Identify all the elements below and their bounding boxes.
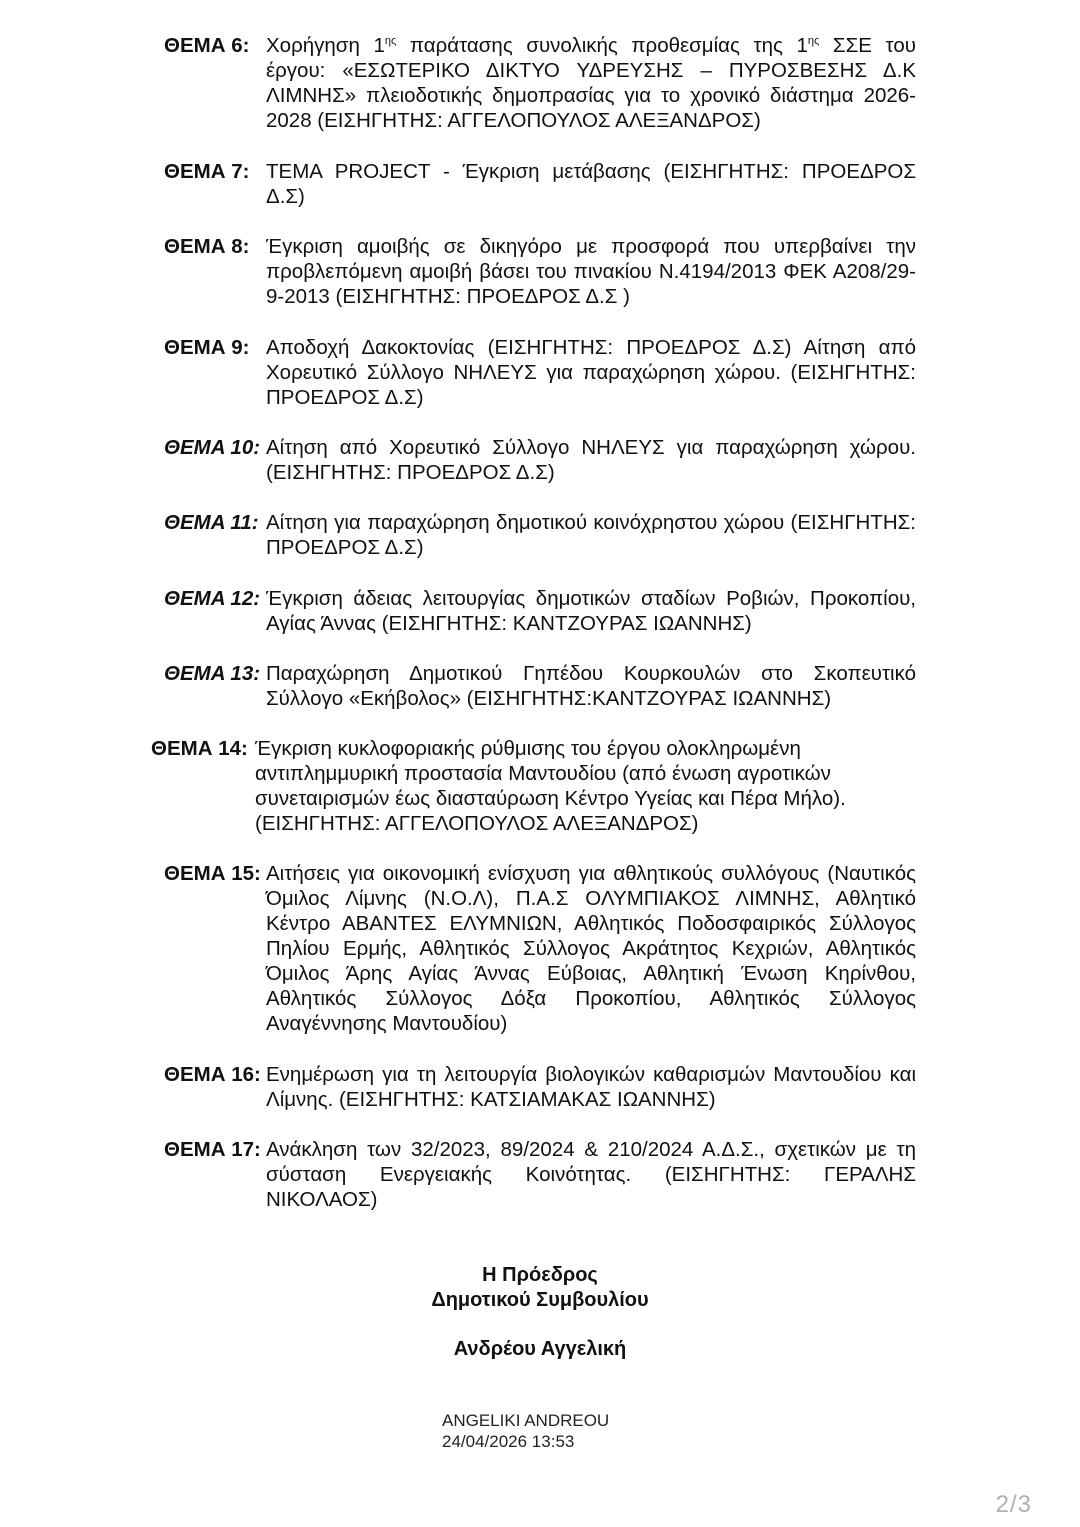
agenda-item-text: Αιτήσεις για οικονομική ενίσχυση για αθλητικούς συλλόγους (Ναυτικός Όμιλος Λίμνης (Ν.Ο.Λ), Π.Α.Σ ΟΛΥΜΠΙΑΚΟΣ ΛΙΜΝΗΣ, Αθλητικό Κέντρο ΑΒΑΝΤΕΣ ΕΛΥΜΝΙΩΝ, Αθλητικός Ποδοσφαιρικός Σύλλογος Πηλίου Ερμής, Αθλητικός Σύλλογος Ακράτητος Κεχριών, Αθλητικός Όμιλος Άρης Αγίας Άννας Εύβοιας, Αθλητική Ένωση Κηρίνθου, Αθλητικός Σύλλογος Δόξα Προκοπίου, Αθλητικός Σύλλογος Αναγέννησης Μαντουδίου) xyxy=(266,862,916,1035)
agenda-item-label: ΘΕΜΑ 10: xyxy=(164,436,261,459)
agenda-item-text: Ανάκληση των 32/2023, 89/2024 & 210/2024 Α.Δ.Σ., σχετικών με τη σύσταση Ενεργειακής Κοινότητας. (ΕΙΣΗΓΗΤΗΣ: ΓΕΡΑΛΗΣ ΝΙΚΟΛΑΟΣ) xyxy=(266,1138,916,1211)
signature-name: Ανδρέου Αγγελική xyxy=(453,1338,627,1360)
agenda-item-label: ΘΕΜΑ 17: xyxy=(164,1138,261,1161)
agenda-item-8 xyxy=(164,234,916,309)
agenda-item-11 xyxy=(164,510,916,560)
signature-title-line1: Η Πρόεδρος xyxy=(482,1264,598,1286)
agenda-item-17 xyxy=(164,1137,916,1212)
agenda-item-6 xyxy=(164,33,916,133)
agenda-item-label: ΘΕΜΑ 11: xyxy=(164,511,259,534)
agenda-item-label: ΘΕΜΑ 14: xyxy=(151,737,248,760)
agenda-item-text: Έγκριση κυκλοφοριακής ρύθμισης του έργου ολοκληρωμένη αντιπλημμυρική προστασία Μαντουδίου (από ένωση αγροτικών συνεταιρισμών έως διασταύρωση Κέντρο Υγείας και Πέρα Μήλο). (ΕΙΣΗΓΗΤΗΣ: ΑΓΓΕΛΟΠΟΥΛΟΣ ΑΛΕΞΑΝΔΡΟΣ) xyxy=(255,737,846,835)
agenda-item-label: ΘΕΜΑ 12: xyxy=(164,587,261,610)
agenda-item-label: ΘΕΜΑ 6: xyxy=(164,34,250,57)
agenda-item-label: ΘΕΜΑ 13: xyxy=(164,662,261,685)
agenda-item-text: Χορήγηση $1^{\eta\varsigma}$ παράτασης συνολικής προθεσμίας της $1^{\eta\varsigma}$ ΣΣΕ του έργου: «ΕΣΩΤΕΡΙΚΟ ΔΙΚΤΥΟ ΥΔΡΕΥΣΗΣ – ΠΥΡΟΣΒΕΣΗΣ Δ.Κ ΛΙΜΝΗΣ» πλειοδοτικής δημοπρασίας για το χρονικό διάστημα 2026-2028 (ΕΙΣΗΓΗΤΗΣ: ΑΓΓΕΛΟΠΟΥΛΟΣ ΑΛΕΞΑΝΔΡΟΣ) xyxy=(266,34,916,132)
agenda-item-text: Παραχώρηση Δημοτικού Γηπέδου Κουρκουλών στο Σκοπευτικό Σύλλογο «Εκήβολος» (ΕΙΣΗΓΗΤΗΣ:ΚΑΝΤΖΟΥΡΑΣ ΙΩΑΝΝΗΣ) xyxy=(266,662,916,710)
agenda-item-14 xyxy=(151,736,851,836)
agenda-item-text: Έγκριση αμοιβής σε δικηγόρο με προσφορά που υπερβαίνει την προβλεπόμενη αμοιβή βάσει του πινακίου Ν.4194/2013 ΦΕΚ Α208/29-9-2013 (ΕΙΣΗΓΗΤΗΣ: ΠΡΟΕΔΡΟΣ Δ.Σ ) xyxy=(266,235,916,308)
agenda-item-label: ΘΕΜΑ 9: xyxy=(164,336,250,359)
agenda-item-text: TEMA PROJECT - Έγκριση μετάβασης (ΕΙΣΗΓΗΤΗΣ: ΠΡΟΕΔΡΟΣ Δ.Σ) xyxy=(266,160,916,208)
agenda-item-label: ΘΕΜΑ 16: xyxy=(164,1063,261,1086)
agenda-item-text: Έγκριση άδειας λειτουργίας δημοτικών σταδίων Ροβιών, Προκοπίου, Αγίας Άννας (ΕΙΣΗΓΗΤΗΣ: ΚΑΝΤΖΟΥΡΑΣ ΙΩΑΝΝΗΣ) xyxy=(266,587,916,635)
agenda-item-text: Αίτηση για παραχώρηση δημοτικού κοινόχρηστου χώρου (ΕΙΣΗΓΗΤΗΣ: ΠΡΟΕΔΡΟΣ Δ.Σ) xyxy=(266,511,916,559)
agenda-item-text: Ενημέρωση για τη λειτουργία βιολογικών καθαρισμών Μαντουδίου και Λίμνης. (ΕΙΣΗΓΗΤΗΣ: ΚΑΤΣΙΑΜΑΚΑΣ ΙΩΑΝΝΗΣ) xyxy=(266,1063,916,1111)
agenda-item-label: ΘΕΜΑ 7: xyxy=(164,160,250,183)
stamp-name: ANGELIKI ANDREOU xyxy=(442,1411,610,1430)
agenda-item-label: ΘΕΜΑ 15: xyxy=(164,862,261,885)
agenda-item-12 xyxy=(164,586,916,636)
agenda-item-13 xyxy=(164,661,916,711)
agenda-item-text: Αίτηση από Χορευτικό Σύλλογο ΝΗΛΕΥΣ για παραχώρηση χώρου. (ΕΙΣΗΓΗΤΗΣ: ΠΡΟΕΔΡΟΣ Δ.Σ) xyxy=(266,436,916,484)
page-indicator: 2/3 xyxy=(995,1491,1032,1518)
agenda-item-text: Αποδοχή Δακοκτονίας (ΕΙΣΗΓΗΤΗΣ: ΠΡΟΕΔΡΟΣ Δ.Σ) Αίτηση από Χορευτικό Σύλλογο ΝΗΛΕΥΣ για παραχώρηση χώρου. (ΕΙΣΗΓΗΤΗΣ: ΠΡΟΕΔΡΟΣ Δ.Σ) xyxy=(266,336,916,409)
agenda-item-7 xyxy=(164,159,916,209)
agenda-item-16 xyxy=(164,1062,916,1112)
agenda-item-label: ΘΕΜΑ 8: xyxy=(164,235,250,258)
signature-title-line2: Δημοτικού Συμβουλίου xyxy=(431,1289,649,1311)
agenda-item-9 xyxy=(164,335,916,410)
agenda-item-15 xyxy=(164,861,916,1036)
signature-title xyxy=(380,1263,700,1313)
stamp-datetime: 24/04/2026 13:53 xyxy=(442,1432,575,1451)
agenda-item-10 xyxy=(164,435,916,485)
digital-signature-stamp xyxy=(442,1410,609,1452)
